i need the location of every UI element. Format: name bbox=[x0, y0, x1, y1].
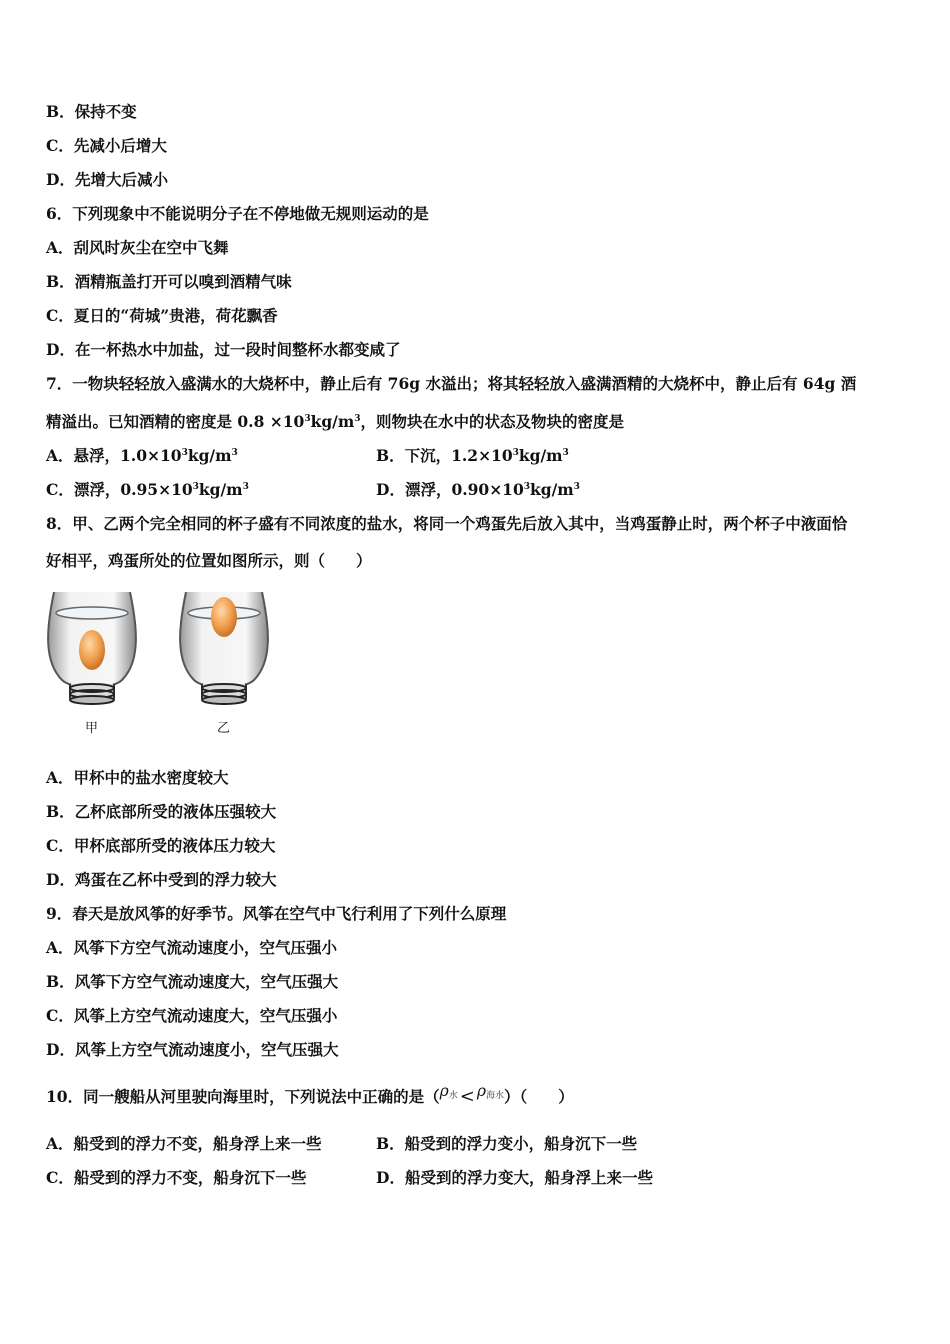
q6-option-b: B．酒精瓶盖打开可以嗅到酒精气味 bbox=[46, 272, 292, 291]
q9-option-b: B．风筝下方空气流动速度大，空气压强大 bbox=[46, 972, 339, 991]
q6-option-a: A．刮风时灰尘在空中飞舞 bbox=[46, 238, 229, 257]
q7-option-b: B．下沉，$1.2\times 10^3kg/m^3$ bbox=[376, 446, 569, 465]
egg-in-jia bbox=[79, 630, 105, 670]
q10-stem: 10．同一艘船从河里驶向海里时，下列说法中正确的是（ρ水 < ρ海水）（ ） bbox=[46, 1082, 574, 1107]
cup-label-yi: 乙 bbox=[217, 721, 231, 736]
q10-option-a: A．船受到的浮力不变，船身浮上来一些 bbox=[46, 1134, 322, 1153]
q10-option-c: C．船受到的浮力不变，船身沉下一些 bbox=[46, 1168, 307, 1187]
q7-stem-line2: 精溢出。已知酒精的密度是 $0.8 \times 10^3kg/m^3$，则物块在水中的状态及物块的密度是 bbox=[46, 412, 625, 431]
q9-option-c: C．风筝上方空气流动速度大，空气压强小 bbox=[46, 1006, 338, 1025]
q8-option-b: B．乙杯底部所受的液体压强较大 bbox=[46, 802, 277, 821]
q10-option-b: B．船受到的浮力变小，船身沉下一些 bbox=[376, 1134, 638, 1153]
q8-stem-line1: 8．甲、乙两个完全相同的杯子盛有不同浓度的盐水，将同一个鸡蛋先后放入其中，当鸡蛋静止时，两个杯子中液面恰 bbox=[46, 514, 848, 533]
cup-label-jia: 甲 bbox=[85, 721, 99, 736]
cup-jia bbox=[48, 592, 136, 704]
q8-stem-line2: 好相平，鸡蛋所处的位置如图所示，则（ ） bbox=[46, 551, 372, 570]
density-comparison: ρ水 bbox=[439, 1082, 458, 1101]
q8-option-d: D．鸡蛋在乙杯中受到的浮力较大 bbox=[46, 870, 277, 889]
q6-option-d: D．在一杯热水中加盐，过一段时间整杯水都变咸了 bbox=[46, 340, 401, 359]
q10-option-d: D．船受到的浮力变大，船身浮上来一些 bbox=[376, 1168, 653, 1187]
egg-cups-svg bbox=[40, 580, 300, 740]
q8-egg-cups-figure bbox=[40, 580, 300, 740]
q9-stem: 9．春天是放风筝的好季节。风筝在空气中飞行利用了下列什么原理 bbox=[46, 904, 507, 923]
q9-option-d: D．风筝上方空气流动速度小，空气压强大 bbox=[46, 1040, 339, 1059]
egg-in-yi bbox=[211, 597, 237, 637]
q7-option-a: A．悬浮，$1.0\times 10^3kg/m^3$ bbox=[46, 446, 238, 465]
cup-yi bbox=[180, 592, 268, 704]
q5-option-b: B．保持不变 bbox=[46, 102, 137, 121]
q7-option-c: C．漂浮，$0.95\times 10^3kg/m^3$ bbox=[46, 480, 249, 499]
q9-option-a: A．风筝下方空气流动速度小，空气压强小 bbox=[46, 938, 338, 957]
q5-option-c: C．先减小后增大 bbox=[46, 136, 167, 155]
q6-option-c: C．夏日的“荷城”贵港，荷花飘香 bbox=[46, 306, 278, 325]
q7-option-d: D．漂浮，$0.90\times 10^3kg/m^3$ bbox=[376, 480, 580, 499]
q5-option-d: D．先增大后减小 bbox=[46, 170, 168, 189]
q8-option-c: C．甲杯底部所受的液体压力较大 bbox=[46, 836, 276, 855]
q6-stem: 6．下列现象中不能说明分子在不停地做无规则运动的是 bbox=[46, 204, 429, 223]
q7-stem-line1: 7．一物块轻轻放入盛满水的大烧杯中，静止后有 76g 水溢出；将其轻轻放入盛满酒精的大烧杯中，静止后有 64g 酒 bbox=[46, 374, 857, 393]
q8-option-a: A．甲杯中的盐水密度较大 bbox=[46, 768, 229, 787]
